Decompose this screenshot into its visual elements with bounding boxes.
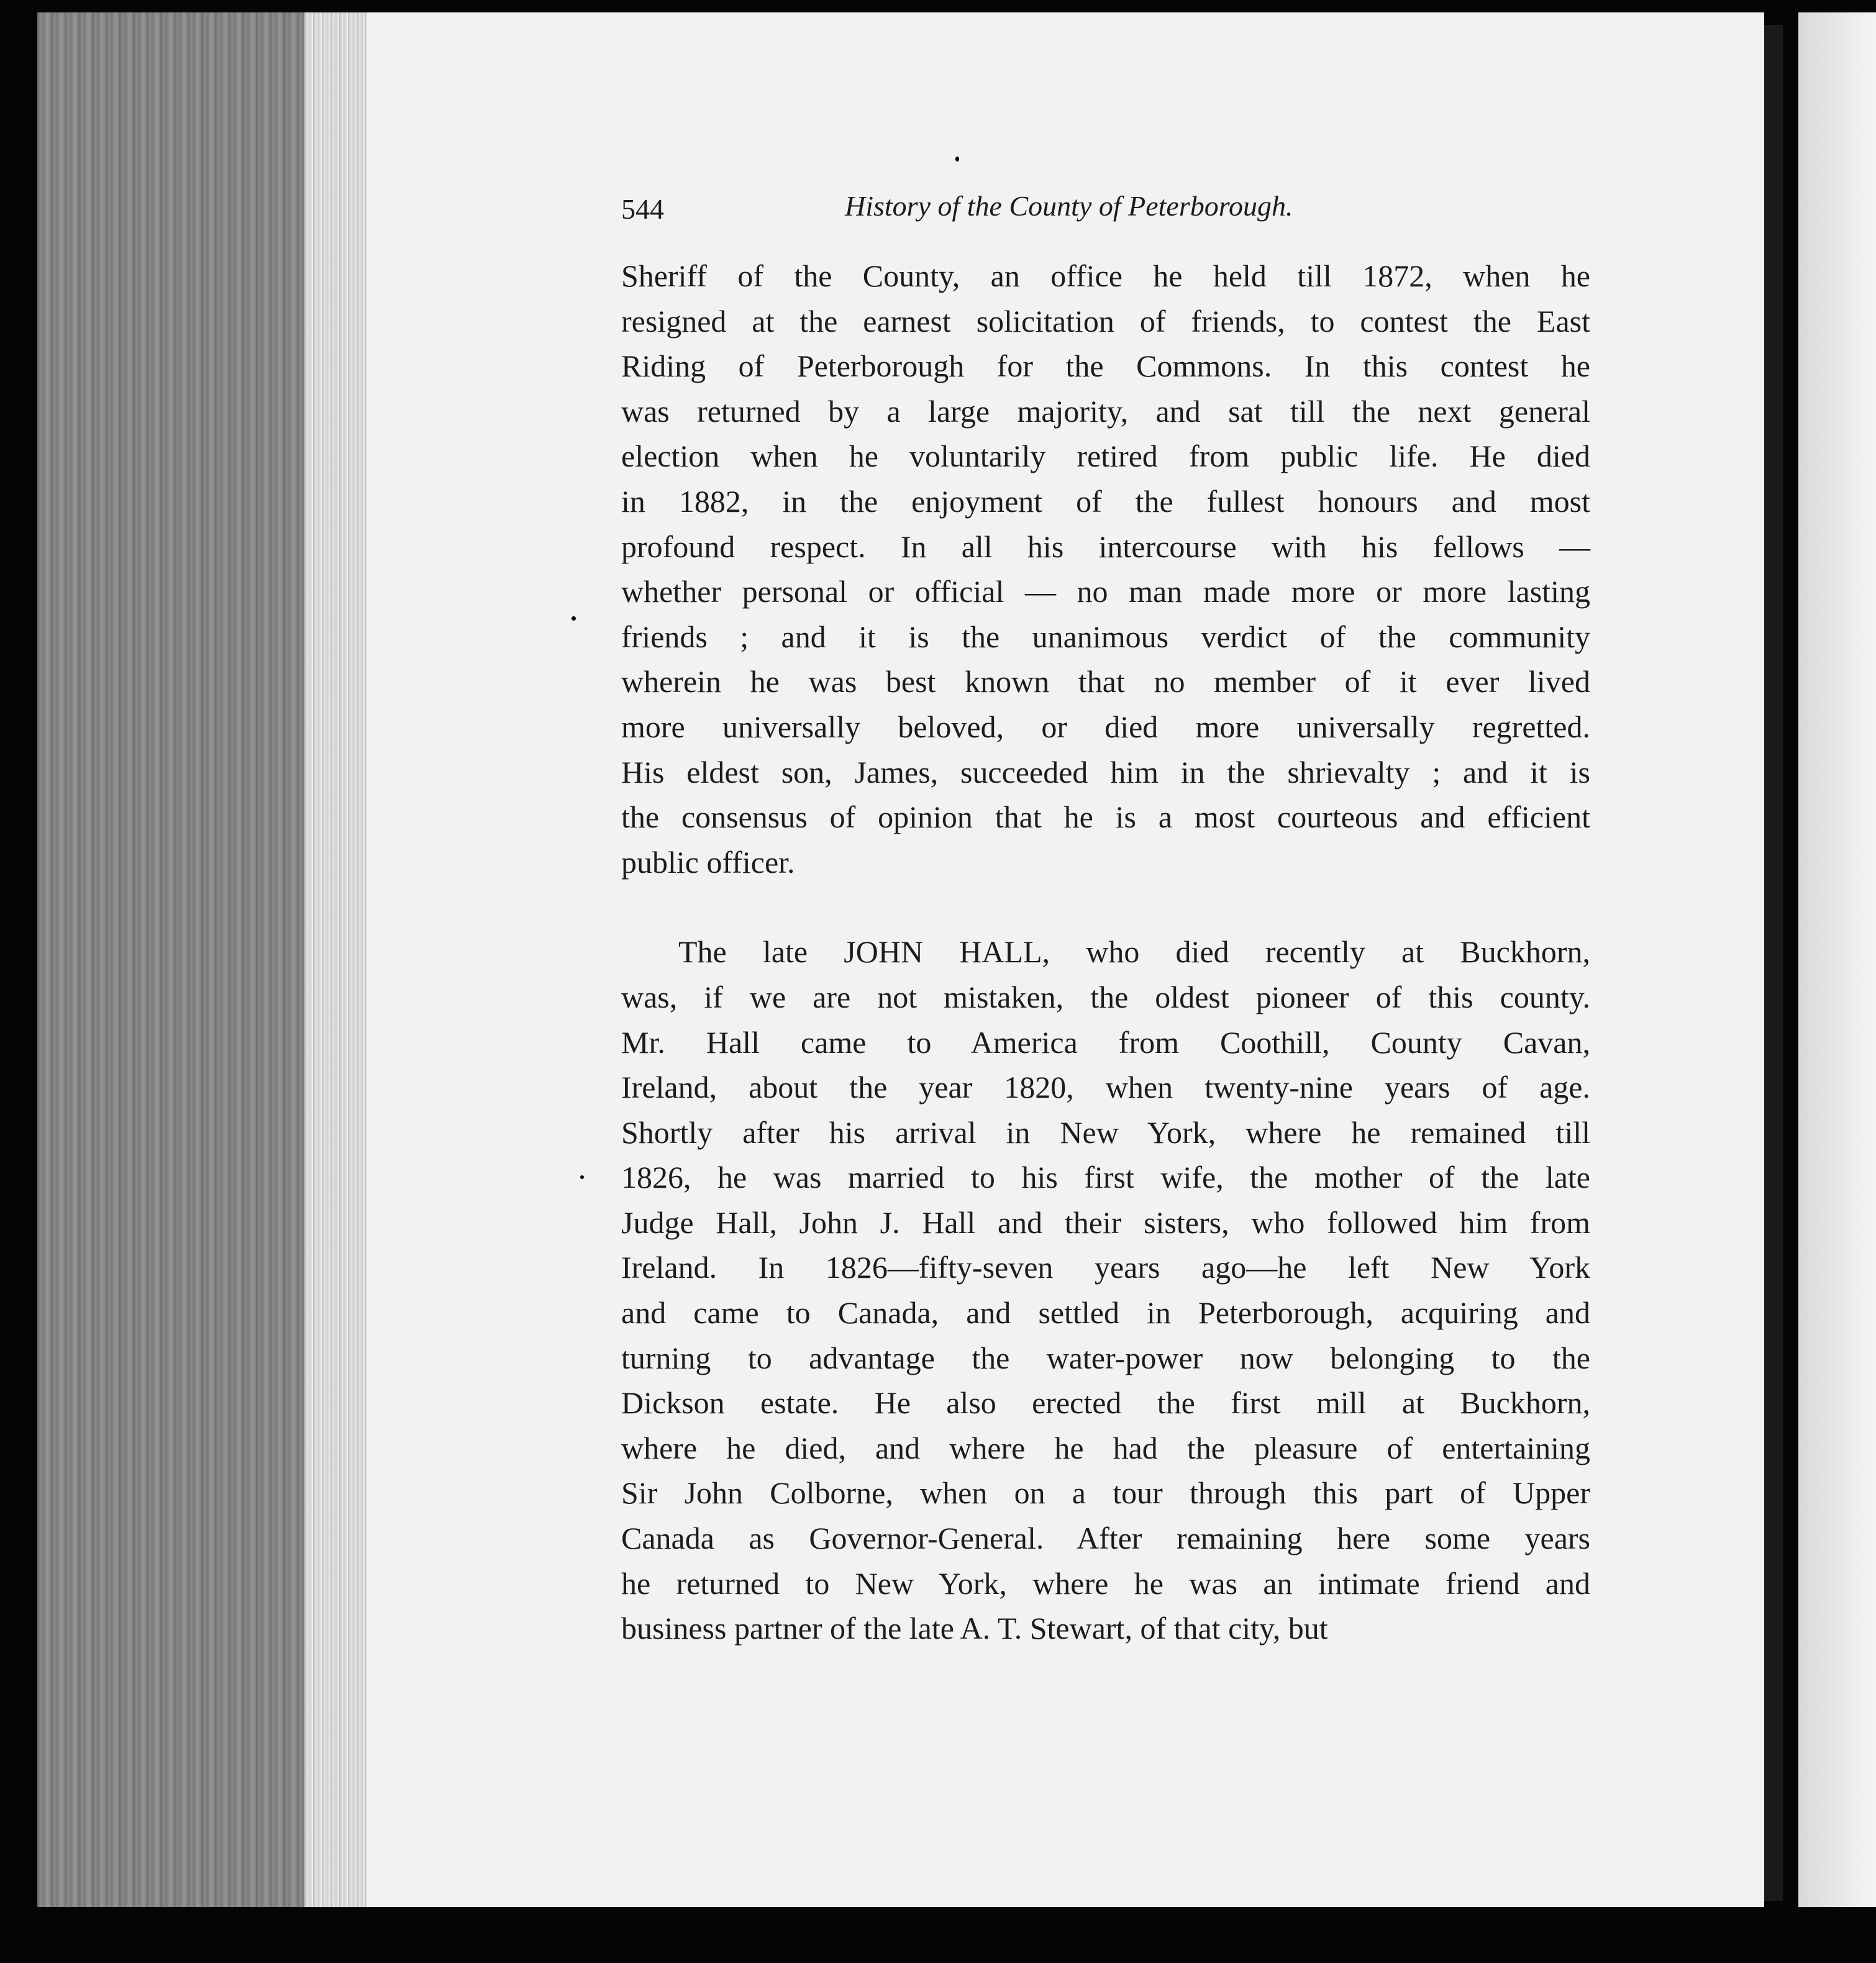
running-head-title: History of the County of Peterborough. xyxy=(845,190,1293,222)
text-line: turning to advantage the water-power now belonging to the xyxy=(621,1340,1590,1375)
text-line: business partner of the late A. T. Stewart, of that city, but xyxy=(621,1611,1328,1646)
text-line: more universally beloved, or died more universally regretted. xyxy=(621,709,1590,744)
text-line: His eldest son, James, succeeded him in the shrievalty ; and it is xyxy=(621,754,1590,790)
text-line: he returned to New York, where he was an intimate friend and xyxy=(621,1565,1590,1601)
text-line: The late JOHN HALL, who died recently at Buckhorn, xyxy=(678,934,1590,970)
text-line: resigned at the earnest solicitation of friends, to contest the East xyxy=(621,303,1590,339)
text-line: Sir John Colborne, when on a tour through this part of Upper xyxy=(621,1475,1590,1511)
text-line: in 1882, in the enjoyment of the fullest honours and most xyxy=(621,483,1590,519)
book-page-edges xyxy=(37,12,373,1907)
text-line: Riding of Peterborough for the Commons. In this contest he xyxy=(621,348,1590,384)
paragraph-gap xyxy=(621,885,1590,929)
paragraph xyxy=(621,929,1590,1651)
text-line: Mr. Hall came to America from Coothill, County Cavan, xyxy=(621,1024,1590,1060)
text-line: the consensus of opinion that he is a most courteous and efficient xyxy=(621,799,1590,835)
text-line: profound respect. In all his intercourse with his fellows — xyxy=(621,529,1590,564)
text-line: election when he voluntarily retired from public life. He died xyxy=(621,439,1590,474)
text-line: whether personal or official — no man made more or more lasting xyxy=(621,574,1590,609)
text-line: Canada as Governor-General. After remaining here some years xyxy=(621,1521,1590,1556)
text-line: Ireland. In 1826—fifty-seven years ago—he left New York xyxy=(621,1250,1590,1285)
text-line: 1826, he was married to his first wife, the mother of the late xyxy=(621,1160,1590,1195)
scan-speck xyxy=(955,157,959,162)
text-line: was returned by a large majority, and sat till the next general xyxy=(621,393,1590,429)
paragraph xyxy=(621,253,1590,885)
scan-speck xyxy=(580,1175,584,1179)
scan-speck xyxy=(571,616,576,621)
text-line: Shortly after his arrival in New York, where he remained till xyxy=(621,1114,1590,1150)
text-line: was, if we are not mistaken, the oldest pioneer of this county. xyxy=(621,979,1590,1014)
text-line: Sheriff of the County, an office he held till 1872, when he xyxy=(621,258,1590,293)
page-number: 544 xyxy=(621,193,664,225)
facing-page-edge xyxy=(1798,12,1876,1907)
text-line: where he died, and where he had the pleasure of entertaining xyxy=(621,1430,1590,1465)
text-line: public officer. xyxy=(621,844,795,880)
text-line: wherein he was best known that no member of it ever lived xyxy=(621,664,1590,699)
text-line: Judge Hall, John J. Hall and their sisters, who followed him from xyxy=(621,1205,1590,1240)
text-line: friends ; and it is the unanimous verdict of the community xyxy=(621,619,1590,654)
text-line: Ireland, about the year 1820, when twenty-nine years of age. xyxy=(621,1070,1590,1105)
text-line: and came to Canada, and settled in Peterborough, acquiring and xyxy=(621,1295,1590,1331)
book-gutter-shadow xyxy=(1764,25,1783,1901)
body-text xyxy=(621,253,1590,1651)
text-line: Dickson estate. He also erected the first mill at Buckhorn, xyxy=(621,1385,1590,1421)
